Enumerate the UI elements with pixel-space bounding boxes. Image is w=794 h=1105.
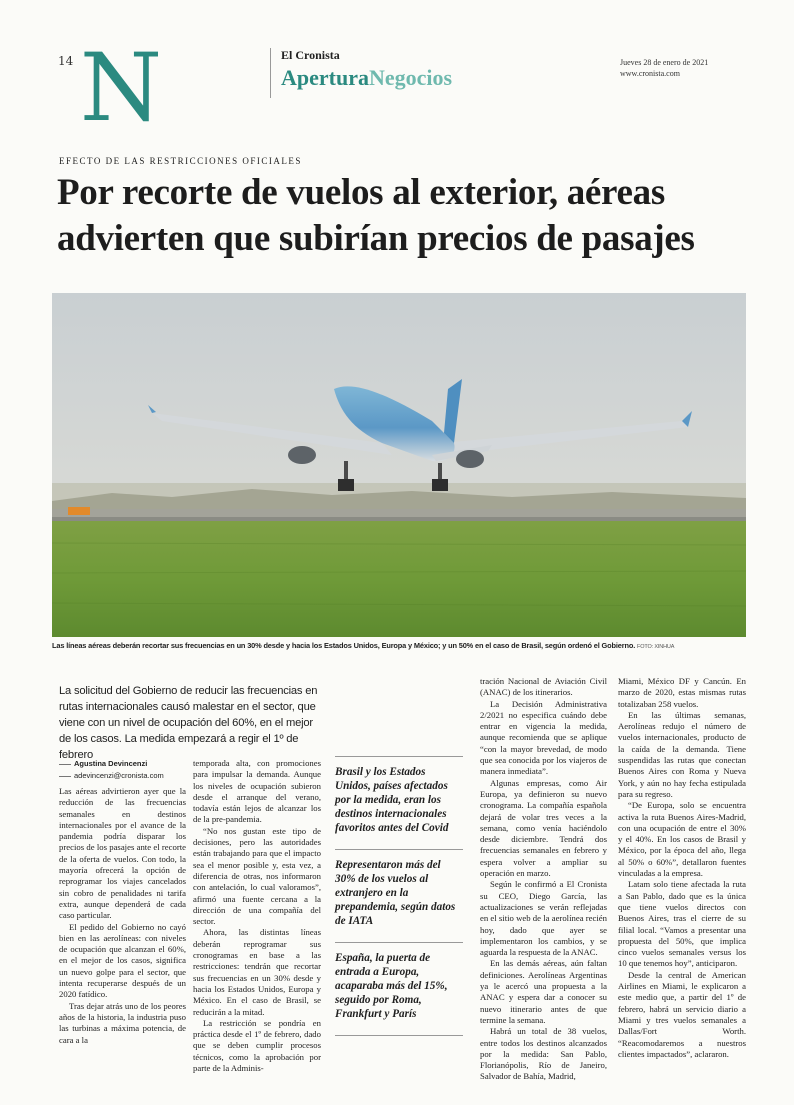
paragraph: La Decisión Administrativa 2/2021 no especifica cuándo debe entrar en vigencia la medida, aunque recomienda que se aplique “con la mayor brevedad, de modo que sea conocida por los viajeros de manera inmediata”.	[480, 698, 607, 777]
paragraph: Algunas empresas, como Air Europa, ya definieron su nuevo cronograma. La compañía española dejará de volar tres veces a la semana, como venía haciéndolo desde diciembre. Tendrá dos frecuencias semanales en febrero y espera volver a ampliar su operación en marzo.	[480, 777, 607, 879]
paragraph: Las aéreas advirtieron ayer que la reducción de las frecuencias semanales en destinos internacionales por el avance de la pandemia podría disparar los precios de los pasajes ante el recorte de la oferta de vuelos. Con todo, la mayoría ofrecerá la opción de reprogramar los viajes cancelados sin cobro de penalidades ni tarifa extra, aunque dependerá de cada caso particular.	[59, 786, 186, 921]
page-number: 14	[58, 54, 74, 68]
paragraph: Miami, México DF y Cancún. En marzo de 2020, estas mismas rutas totalizaban 258 vuelos.	[618, 676, 746, 709]
body-column-2	[193, 758, 321, 1074]
lede: La solicitud del Gobierno de reducir las frecuencias en rutas internacionales causó malestar en el sector, que viene con un nivel de ocupación del 60%, en el mejor de los casos. La medida empezará a regir el 1º de febrero	[59, 685, 318, 761]
pull-quote: Representaron más del 30% de los vuelos al extranjero en la prepandemia, según datos de IATA	[335, 849, 463, 942]
photo-credit: FOTO: XINHUA	[637, 644, 675, 650]
dateline	[620, 57, 708, 79]
photo-caption	[52, 641, 752, 650]
paragraph: La restricción se pondría en práctica desde el 1º de febrero, dado que se deben cumplir procesos técnicos, como la aprobación por parte de la Adminis-	[193, 1017, 321, 1074]
paragraph: En las últimas semanas, Aerolíneas redujo el número de vuelos internacionales, producto de la caída de la demanda. Tiene suspendidas las rutas que conectan Buenos Aires con Roma y Nueva York, y aún no hay fecha estipulada para su regreso.	[618, 709, 746, 799]
section-logo-n	[79, 34, 163, 143]
paragraph: Según le confirmó a El Cronista su CEO, Diego García, las actualizaciones se verán reflejadas en el sitio web de la aerolínea recién hoy, dado que ayer se implementaron los cambios, y se aguarda la respuesta de la ANAC.	[480, 879, 607, 958]
article-photo	[52, 293, 746, 637]
author-email: adevincenzi@cronista.com	[74, 771, 164, 780]
pull-quote: Brasil y los Estados Unidos, países afectados por la medida, eran los destinos internacionales favoritos antes del Covid	[335, 756, 463, 849]
masthead	[270, 48, 452, 98]
body-column-1	[59, 786, 186, 1046]
paragraph: tración Nacional de Aviación Civil (ANAC) de los itinerarios.	[480, 676, 607, 698]
paragraph: Habrá un total de 38 vuelos, entre todos los destinos alcanzados por la medida: San Pablo, Florianópolis, Río de Janeiro, Salvador de Bahía, Madrid,	[480, 1026, 607, 1082]
paragraph: Latam solo tiene afectada la ruta a San Pablo, dado que es la única que tiene vuelos directos con Buenos Aires, tras el cierre de su filial local. “Vamos a presentar una propuesta del 50%, que implica cinco vuelos semanales versus los 10 que tenemos hoy”, anticiparon.	[618, 879, 746, 969]
paragraph: “De Europa, solo se encuentra activa la ruta Buenos Aires-Madrid, con una ocupación de entre el 30% y el 40%. En los casos de Brasil y México, por la época del año, llega al 50% o 60%”, detallaron fuentes vinculadas a la empresa.	[618, 800, 746, 879]
logo-letter: N	[79, 34, 163, 143]
photo-caption-text: Las líneas aéreas deberán recortar sus frecuencias en un 30% desde y hacia los Estados Unidos, Europa y México; y un 50% en el caso de Brasil, según ordenó el Gobierno.	[52, 641, 636, 650]
pull-quotes	[335, 756, 463, 1036]
paragraph: temporada alta, con promociones para impulsar la demanda. Aunque los niveles de ocupación subieron desde el arranque del verano, todavía están lejos de alcanzar los de la pre-pandemia.	[193, 758, 321, 825]
author-name: Agustina Devincenzi	[74, 759, 148, 768]
byline	[59, 758, 164, 782]
paragraph: “No nos gustan este tipo de decisiones, pero las autoridades están trabajando para que el impacto sea el menor posible y, esta vez, a diferencia de otras, nos informaron con antelación, lo cual valoramos”, afirmó una fuente cercana a la dirección de una compañía del sector.	[193, 825, 321, 927]
section-title	[281, 65, 452, 91]
pull-quote: España, la puerta de entrada a Europa, acaparaba más del 15%, seguido por Roma, Frankfurt y París	[335, 942, 463, 1036]
brand-name: El Cronista	[281, 48, 340, 62]
paragraph: El pedido del Gobierno no cayó bien en las aerolíneas: con niveles de ocupación que alcanzan el 60%, en el mejor de los casos, significa un nuevo golpe para el sector, que intenta recuperarse después de un 2020 fatídico.	[59, 921, 186, 1000]
site-url: www.cronista.com	[620, 69, 680, 78]
section-title-part1: Apertura	[281, 65, 369, 90]
kicker: EFECTO DE LAS RESTRICCIONES OFICIALES	[59, 156, 302, 166]
airplane-photo-illustration	[52, 293, 746, 637]
body-column-5	[618, 676, 746, 1060]
paragraph: Ahora, las distintas líneas deberán reprogramar sus cronogramas en base a las restricciones: tendrán que recortar sus frecuencias en un 30% desde y hacia los Estados Unidos, Europa y México. En el caso de Brasil, se reducirán a la mitad.	[193, 927, 321, 1017]
paragraph: En las demás aéreas, aún faltan definiciones. Aerolíneas Argentinas ya le acercó una propuesta a la ANAC y espera dar a conocer su nuevo itinerario antes de que termine la semana.	[480, 958, 607, 1025]
body-column-4	[480, 676, 607, 1083]
section-title-part2: Negocios	[368, 65, 453, 90]
paragraph: Tras dejar atrás uno de los peores años de la historia, la industria puso las turbinas a máxima potencia, de cara a la	[59, 1000, 186, 1045]
paragraph: Desde la central de American Airlines en Miami, le explicaron a este medio que, a partir del 1º de febrero, habrá un servicio diario a Miami y tres vuelos semanales a Dallas/Fort Worth. “Reacomodaremos a nuestros clientes impactados”, aclararon.	[618, 969, 746, 1059]
headline: Por recorte de vuelos al exterior, aéreas advierten que subirían precios de pasajes	[57, 172, 695, 259]
issue-date: Jueves 28 de enero de 2021	[620, 58, 709, 67]
